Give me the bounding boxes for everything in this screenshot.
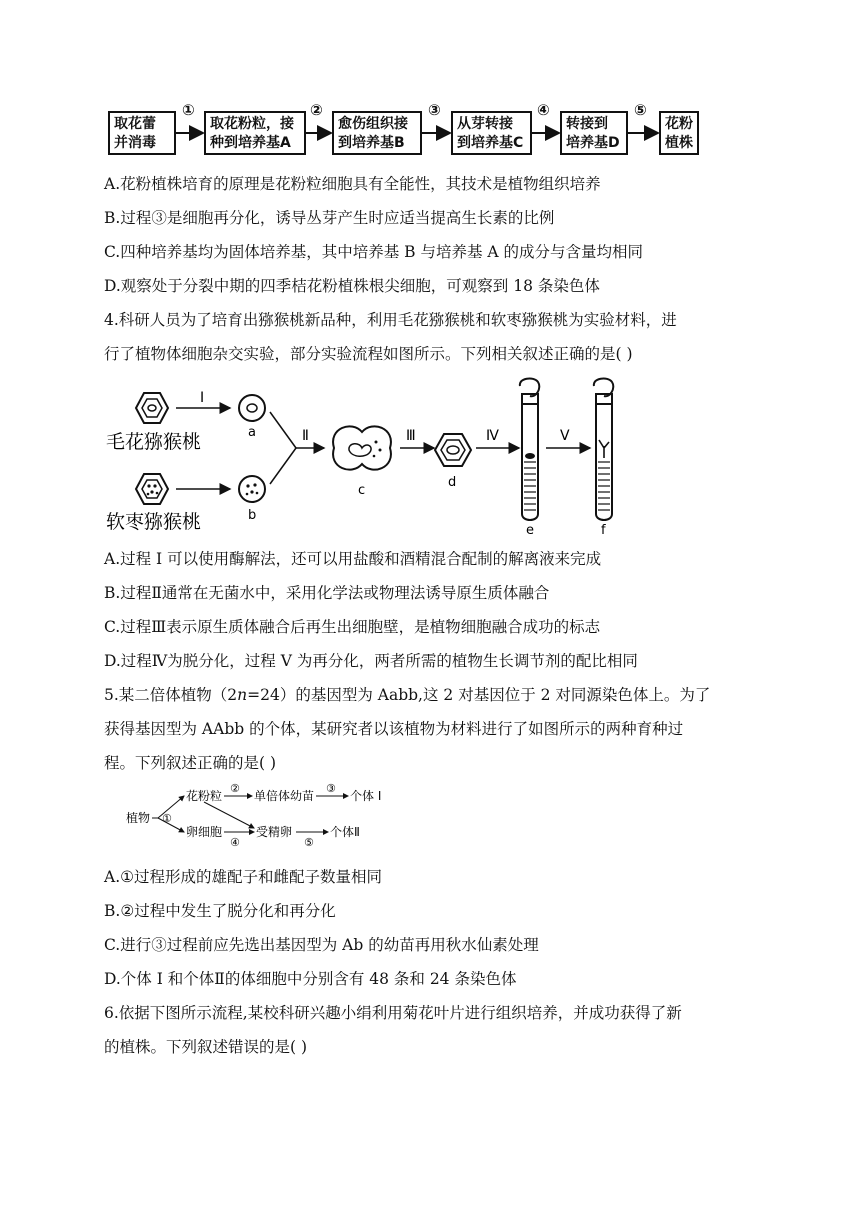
q3-option-b: B.过程③是细胞再分化，诱导丛芽产生时应适当提高生长素的比例	[104, 209, 555, 227]
q4-stem-line-2: 行了植物体细胞杂交实验，部分实验流程如图所示。下列相关叙述正确的是( )	[104, 345, 633, 363]
label-d: d	[448, 475, 457, 490]
label-step-i: I	[200, 390, 205, 406]
q5-option-c: C.进行③过程前应先选出基因型为 Ab 的幼苗再用秋水仙素处理	[104, 936, 539, 954]
q5-option-d: D.个体 I 和个体Ⅱ的体细胞中分别含有 48 条和 24 条染色体	[104, 970, 517, 988]
fig3-step-1: ①	[162, 812, 172, 825]
plant-1-name: 毛花猕猴桃	[106, 431, 202, 453]
flow-box-4-line-1: 从芽转接	[457, 116, 513, 132]
test-tube-f	[594, 379, 613, 520]
label-step-iii: Ⅲ	[406, 428, 416, 444]
step-3-label: ③	[428, 101, 441, 119]
flow-box-6	[659, 111, 699, 155]
label-b: b	[248, 508, 257, 523]
fused-cell-c	[333, 426, 391, 469]
q4-figure-drawing	[104, 376, 664, 536]
fig3-zygote: 受精卵	[256, 825, 293, 839]
q4-option-b: B.过程Ⅱ通常在无菌水中，采用化学法或物理法诱导原生质体融合	[104, 584, 550, 602]
q5-stem-line-1-a: 5.某二倍体植物（2	[104, 686, 238, 704]
fig3-step-3: ③	[326, 782, 336, 795]
q5-stem-line-2: 获得基因型为 AAbb 的个体，某研究者以该植物为材料进行了如图所示的两种育种过	[104, 720, 684, 738]
flow-diagram-pollen	[104, 101, 704, 161]
cell-d	[435, 434, 471, 466]
flow-box-2-line-2: 种到培养基A	[210, 135, 291, 151]
fig3-step-2: ②	[230, 782, 240, 795]
q5-stem-line-1-b: =24）的基因型为 Aabb,这 2 对基因位于 2 对同源染色体上。为了	[247, 686, 711, 704]
q5-option-b: B.②过程中发生了脱分化和再分化	[104, 902, 336, 920]
q4-stem-line-1: 4.科研人员为了培育出猕猴桃新品种，利用毛花猕猴桃和软枣猕猴桃为实验材料，进	[104, 311, 677, 329]
merge-line-bottom	[270, 448, 296, 484]
q5-stem-line-3: 程。下列叙述正确的是( )	[104, 754, 277, 772]
flow-box-6-line-1: 花粉	[665, 116, 693, 132]
q5-figure	[126, 780, 416, 850]
q4-option-a: A.过程 I 可以使用酶解法，还可以用盐酸和酒精混合配制的解离液来完成	[104, 550, 602, 568]
step-5-label: ⑤	[634, 101, 647, 119]
q3-option-d: D.观察处于分裂中期的四季桔花粉植株根尖细胞，可观察到 18 条染色体	[104, 277, 600, 295]
q5-option-a: A.①过程形成的雄配子和雌配子数量相同	[104, 868, 383, 886]
fig3-individual-1: 个体 I	[350, 789, 382, 803]
flow-box-1-line-1: 取花蕾	[114, 116, 156, 132]
fig3-pollen: 花粉粒	[186, 789, 223, 803]
flow-box-6-line-2: 植株	[665, 135, 693, 151]
flow-box-3-line-1: 愈伤组织接	[338, 116, 408, 132]
flow-box-3	[332, 111, 422, 155]
flow-box-2-line-1: 取花粉粒，接	[210, 116, 294, 132]
step-4-label: ④	[537, 101, 550, 119]
test-tube-e	[520, 379, 539, 520]
flow-box-2	[204, 111, 306, 155]
flow-box-1	[108, 111, 176, 155]
q5-figure-drawing	[126, 780, 416, 850]
label-c: c	[358, 483, 366, 498]
flow-box-5-line-2: 培养基D	[566, 135, 620, 151]
merge-line-top	[270, 412, 296, 448]
cell-hexagon-1	[136, 393, 168, 423]
q6-stem-line-1: 6.依据下图所示流程,某校科研兴趣小绢利用菊花叶片进行组织培养，并成功获得了新	[104, 1004, 682, 1022]
flow-box-3-line-2: 到培养基B	[338, 135, 405, 151]
label-step-v: V	[560, 428, 570, 444]
q3-option-c: C.四种培养基均为固体培养基，其中培养基 B 与培养基 A 的成分与含量均相同	[104, 243, 644, 261]
q4-option-d: D.过程Ⅳ为脱分化，过程 V 为再分化，两者所需的植物生长调节剂的配比相同	[104, 652, 638, 670]
flow-box-5	[560, 111, 628, 155]
label-step-ii: Ⅱ	[302, 428, 309, 444]
fig3-individual-2: 个体Ⅱ	[330, 825, 360, 839]
protoplast-a	[239, 395, 265, 421]
fig3-egg: 卵细胞	[186, 825, 223, 839]
cell-hexagon-2	[136, 474, 168, 504]
label-f: f	[601, 523, 606, 536]
step-1-label: ①	[182, 101, 195, 119]
step-2-label: ②	[310, 101, 323, 119]
q6-stem-line-2: 的植株。下列叙述错误的是( )	[104, 1038, 308, 1056]
flow-box-5-line-1: 转接到	[566, 116, 608, 132]
plant-2-name: 软枣猕猴桃	[106, 511, 202, 533]
q4-option-c: C.过程Ⅲ表示原生质体融合后再生出细胞壁，是植物细胞融合成功的标志	[104, 618, 601, 636]
q5-stem-line-1	[104, 684, 710, 706]
q3-option-a: A.花粉植株培育的原理是花粉粒细胞具有全能性，其技术是植物组织培养	[104, 175, 601, 193]
label-e: e	[526, 523, 534, 536]
fig3-plant: 植物	[126, 811, 151, 825]
label-step-iv: Ⅳ	[486, 428, 499, 444]
q4-figure	[104, 376, 664, 536]
fig3-step-5: ⑤	[304, 836, 314, 849]
fig3-haploid: 单倍体幼苗	[254, 789, 315, 803]
flow-box-4-line-2: 到培养基C	[457, 135, 524, 151]
label-a: a	[248, 425, 256, 440]
protoplast-b	[239, 476, 265, 502]
flow-box-4	[451, 111, 532, 155]
q5-stem-line-1-n: n	[237, 686, 248, 704]
fig3-step-4: ④	[230, 836, 240, 849]
flow-box-1-line-2: 并消毒	[114, 135, 156, 151]
